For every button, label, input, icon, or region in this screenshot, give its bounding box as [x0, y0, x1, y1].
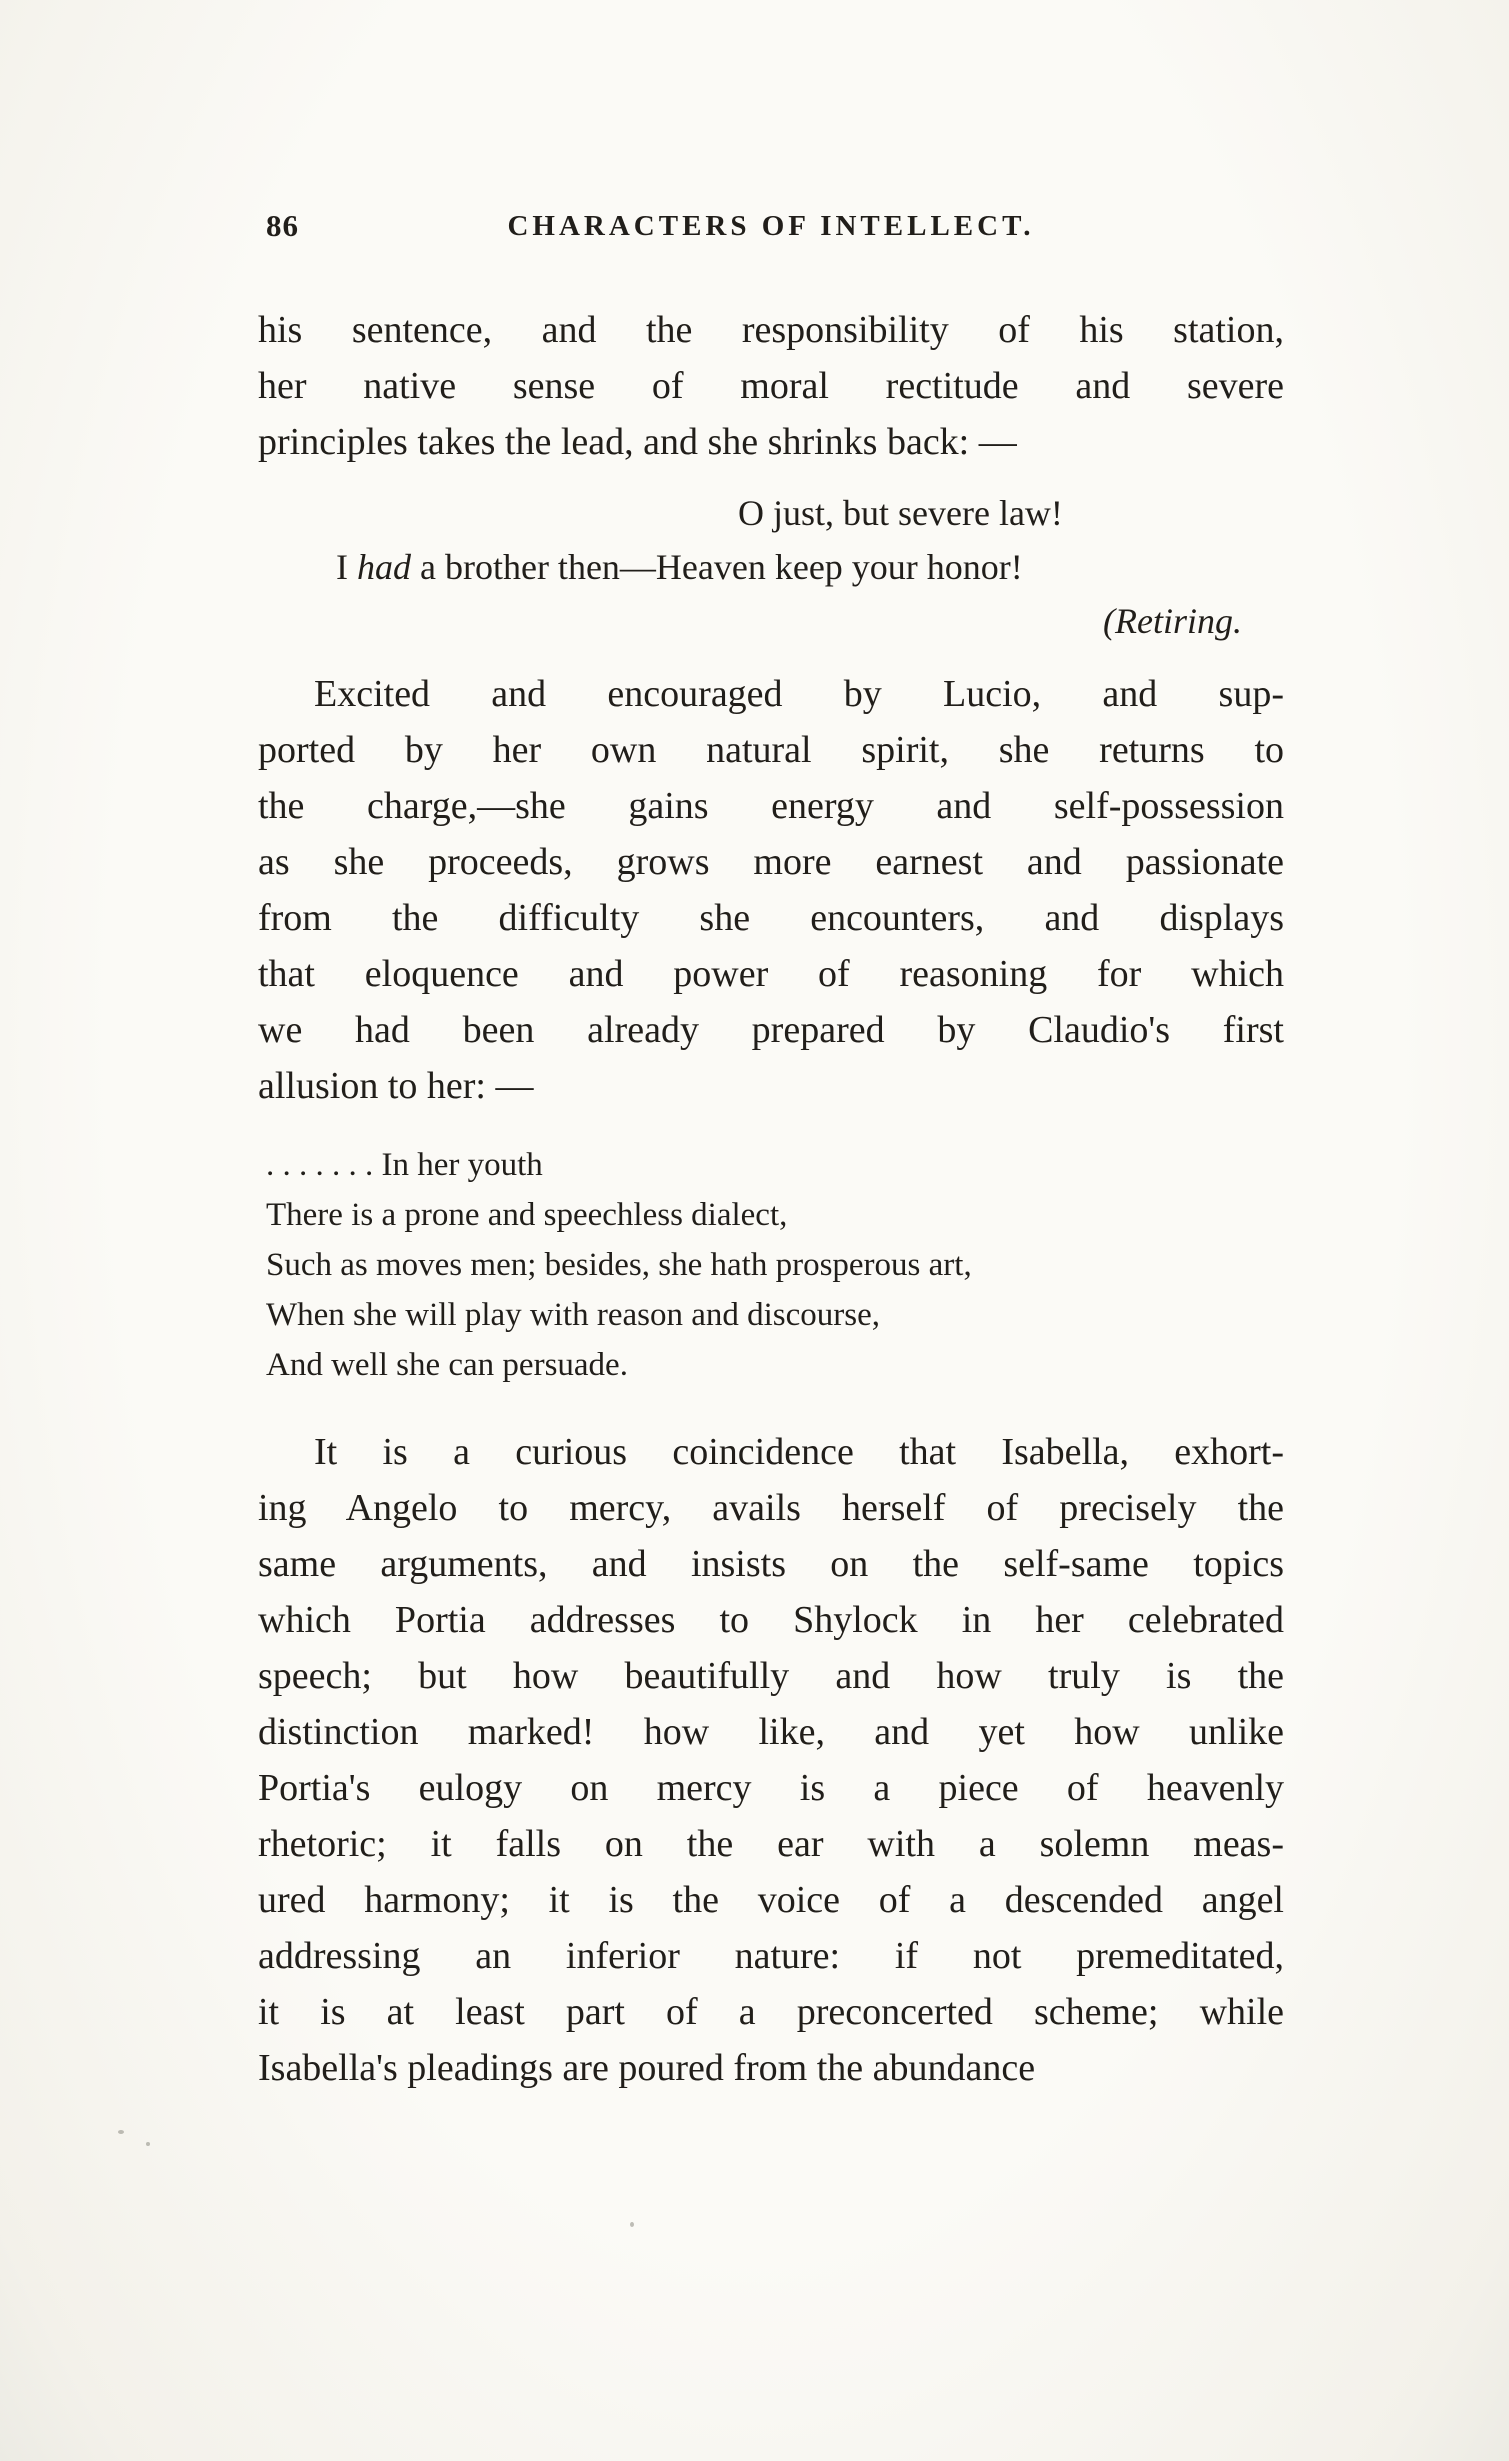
quote-text: a brother then—Heaven keep your honor! — [411, 547, 1023, 587]
text-line: same arguments, and insists on the self-same topics — [258, 1543, 1284, 1585]
text-line: It is a curious coincidence that Isabella, exhort- — [314, 1431, 1284, 1473]
verse-line: Such as moves men; besides, she hath prosperous art, — [266, 1247, 972, 1283]
text-line: his sentence, and the responsibility of his station, — [258, 309, 1284, 351]
text-line: which Portia addresses to Shylock in her celebrated — [258, 1599, 1284, 1641]
scan-speck — [146, 2142, 150, 2146]
verse-line: And well she can persuade. — [266, 1347, 628, 1383]
text-block — [258, 200, 1284, 2096]
text-line: distinction marked! how like, and yet how unlike — [258, 1711, 1284, 1753]
text-line: allusion to her: — — [258, 1065, 534, 1107]
verse-line: When she will play with reason and discourse, — [266, 1297, 881, 1333]
text-line: Portia's eulogy on mercy is a piece of heavenly — [258, 1767, 1284, 1809]
text-line: ured harmony; it is the voice of a descended angel — [258, 1879, 1284, 1921]
scan-speck — [630, 2222, 634, 2227]
running-title: CHARACTERS OF INTELLECT. — [507, 210, 1035, 242]
text-line: from the difficulty she encounters, and displays — [258, 897, 1284, 939]
text-line: her native sense of moral rectitude and severe — [258, 365, 1284, 407]
verse-quotation — [266, 1140, 1284, 1390]
text-line: addressing an inferior nature: if not premeditated, — [258, 1935, 1284, 1977]
text-line: Excited and encouraged by Lucio, and sup- — [314, 673, 1284, 715]
paragraph — [258, 1424, 1284, 2096]
paragraph — [258, 666, 1284, 1114]
quote-line: O just, but severe law! — [738, 493, 1063, 533]
body-text — [258, 302, 1284, 2096]
paragraph — [258, 302, 1284, 470]
running-head — [258, 200, 1284, 264]
verse-line: There is a prone and speechless dialect, — [266, 1197, 788, 1233]
text-line: rhetoric; it falls on the ear with a solemn meas- — [258, 1823, 1284, 1865]
page-number: 86 — [266, 208, 299, 243]
verse-line: . . . . . . . In her youth — [266, 1147, 543, 1183]
text-line: ported by her own natural spirit, she returns to — [258, 729, 1284, 771]
text-line: ing Angelo to mercy, avails herself of precisely the — [258, 1487, 1284, 1529]
text-line: Isabella's pleadings are poured from the abundance — [258, 2047, 1036, 2089]
stage-direction: (Retiring. — [1103, 601, 1242, 641]
quote-text-italic: had — [357, 547, 411, 587]
text-line: we had been already prepared by Claudio's first — [258, 1009, 1284, 1051]
text-line: the charge,—she gains energy and self-possession — [258, 785, 1284, 827]
text-line: that eloquence and power of reasoning for which — [258, 953, 1284, 995]
scan-speck — [118, 2130, 124, 2134]
quote-line — [258, 540, 1284, 594]
text-line: speech; but how beautifully and how truly is the — [258, 1655, 1284, 1697]
text-line: it is at least part of a preconcerted scheme; while — [258, 1991, 1284, 2033]
quote-text: I — [336, 547, 357, 587]
text-line: as she proceeds, grows more earnest and passionate — [258, 841, 1284, 883]
quotation-block — [258, 486, 1284, 648]
text-line: principles takes the lead, and she shrinks back: — — [258, 421, 1017, 463]
